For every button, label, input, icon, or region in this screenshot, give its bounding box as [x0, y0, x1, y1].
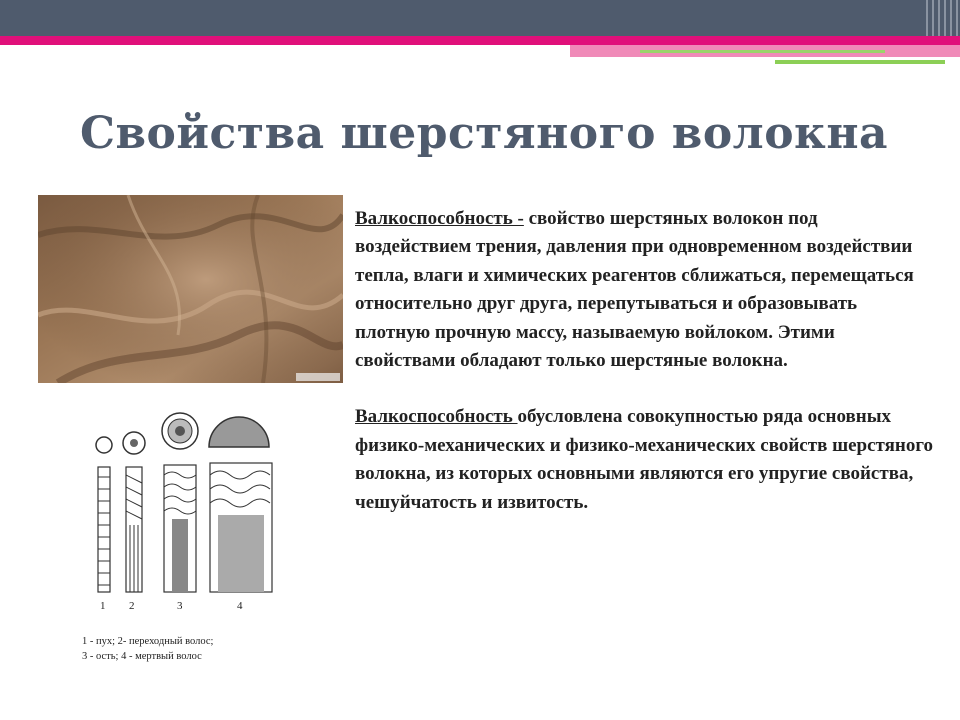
- green-line-2: [775, 60, 945, 64]
- header-stripes: [926, 0, 960, 36]
- term-felting-1: Валкоспособность -: [355, 208, 524, 229]
- paragraph-felting-causes: [355, 403, 935, 517]
- fiber-number-1: 1: [100, 600, 106, 612]
- fiber-number-2: 2: [129, 600, 135, 612]
- causes-text: обусловлена совокупностью ряда основных физико-механических и физико-механических свойств шерстяного волокна, из которых основными являются его упругие свойства, чешуйчатость и извитость.: [355, 406, 934, 513]
- fiber-number-4: 4: [237, 600, 243, 612]
- legend-line-1: 1 - пух; 2- переходный волос;: [82, 636, 214, 647]
- fiber-number-3: 3: [177, 600, 183, 612]
- fiber-diagram-drawing: [72, 405, 302, 635]
- green-line-1: [640, 50, 885, 53]
- pink-band: [0, 36, 960, 45]
- legend-line-2: 3 - ость; 4 - мертвый волос: [82, 651, 202, 662]
- paragraph-felting-definition: [355, 205, 935, 375]
- white-band: [0, 45, 570, 48]
- slide-title: Свойства шерстяного волокна: [79, 108, 889, 159]
- wool-photo-image: [38, 195, 343, 383]
- diagram-legend: [82, 634, 213, 664]
- wool-photo: [38, 195, 343, 383]
- body-text: [355, 205, 935, 517]
- definition-text: свойство шерстяных волокон под воздействием трения, давления при одновременном воздействии тепла, влаги и химических реагентов сближаться, перемещаться относительно друг друга, перепутываться и образовывать плотную прочную массу, называемую войлоком. Этими свойствами обладают только шерстяные волокна.: [355, 208, 914, 372]
- term-felting-2: Валкоспособность: [355, 406, 518, 428]
- header-bar: [0, 0, 960, 36]
